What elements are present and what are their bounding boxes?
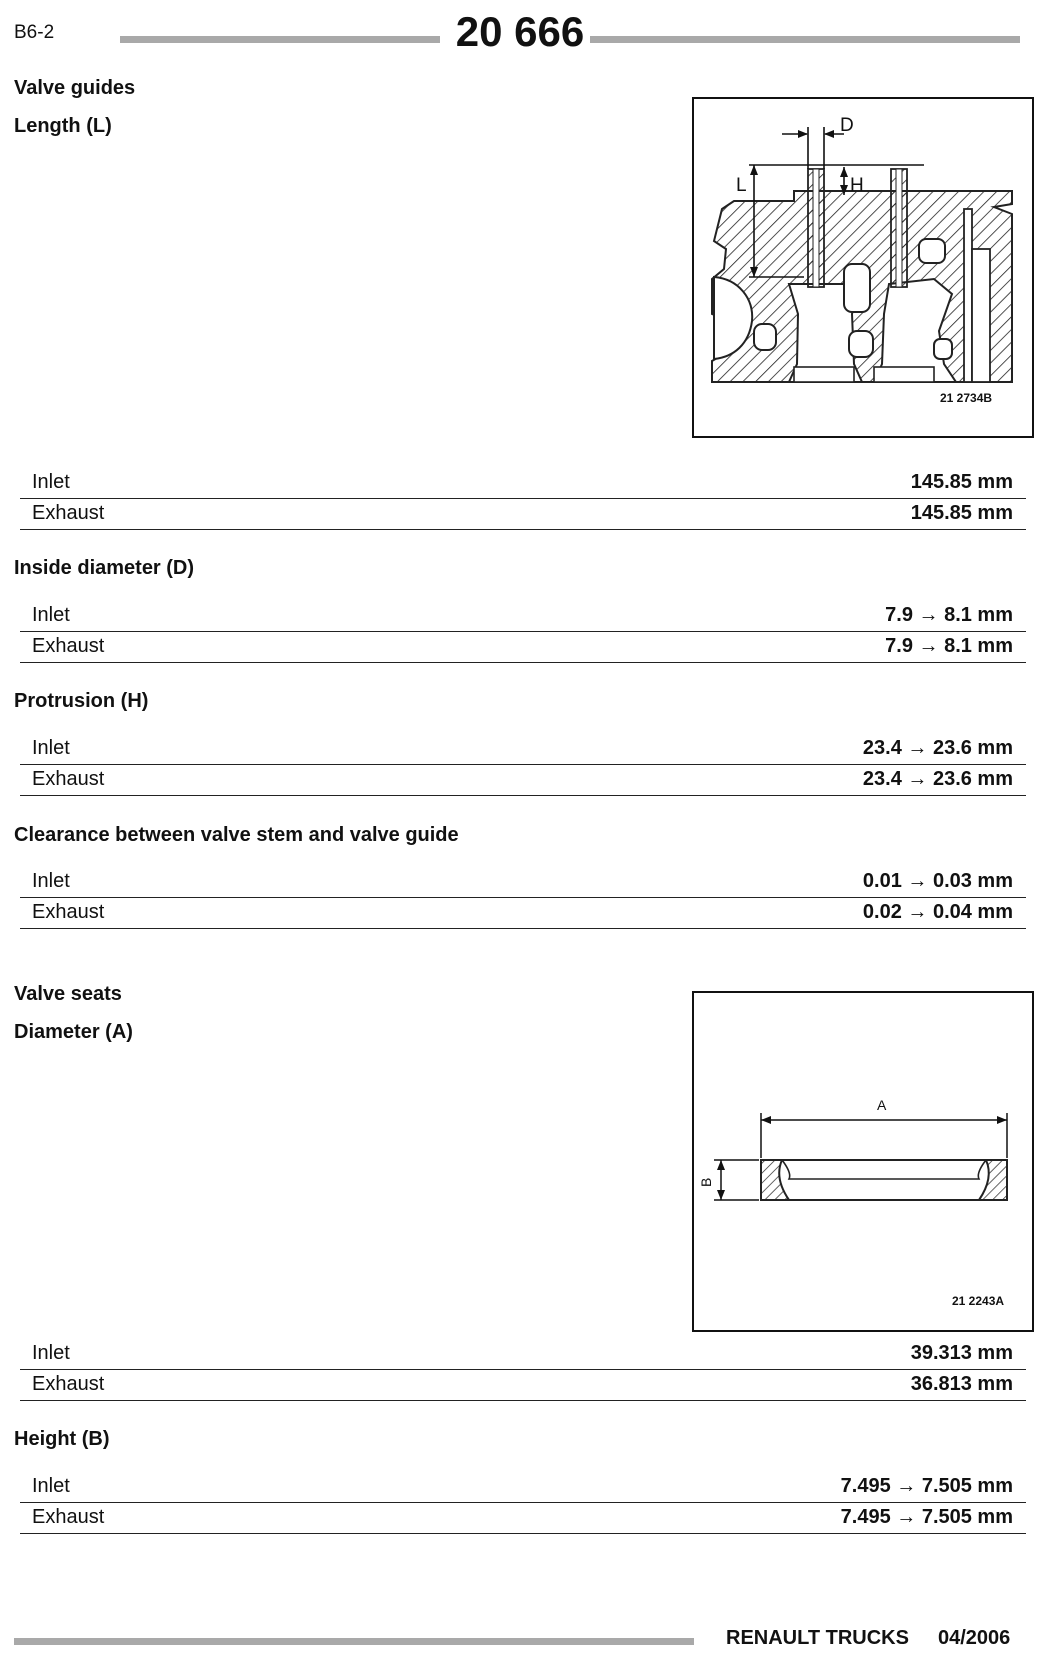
row-value: 145.85 mm	[910, 502, 1013, 524]
table-row	[20, 1369, 1026, 1401]
table-row	[20, 764, 1026, 796]
row-value: 7.9 → 8.1 mm	[885, 604, 1013, 626]
row-label: Inlet	[32, 737, 70, 759]
subsection-title-seat-diameter: Diameter (A)	[14, 1021, 133, 1043]
row-value: 7.9 → 8.1 mm	[885, 635, 1013, 657]
table-row	[20, 897, 1026, 929]
section-title-valve-guides: Valve guides	[14, 77, 136, 99]
table-row	[20, 600, 1026, 632]
table-row	[20, 1502, 1026, 1534]
header-rule-right	[590, 36, 1020, 43]
label-h: H	[850, 175, 864, 196]
footer-brand: RENAULT TRUCKS	[726, 1627, 909, 1649]
seat-ring-section	[761, 1160, 1007, 1200]
table-row	[20, 498, 1026, 530]
row-label: Inlet	[32, 1342, 70, 1364]
row-label: Inlet	[32, 1475, 70, 1497]
footer-rule	[14, 1638, 694, 1645]
section-title-valve-seats: Valve seats	[14, 983, 122, 1005]
subsection-title-clearance: Clearance between valve stem and valve guide	[14, 824, 459, 846]
row-value: 23.4 → 23.6 mm	[862, 737, 1013, 759]
subsection-title-length: Length (L)	[14, 115, 112, 137]
figure-reference: 21 2243A	[952, 1294, 1005, 1308]
table-row	[20, 866, 1026, 898]
label-a: A	[877, 1097, 887, 1113]
row-value: 145.85 mm	[910, 471, 1013, 493]
figure-reference: 21 2734B	[940, 391, 993, 405]
table-row	[20, 733, 1026, 765]
valve-guide-figure	[692, 97, 1034, 438]
row-label: Exhaust	[32, 901, 105, 923]
row-label: Exhaust	[32, 1506, 105, 1528]
label-l: L	[736, 175, 747, 196]
row-label: Inlet	[32, 471, 70, 493]
row-label: Exhaust	[32, 1373, 105, 1395]
row-value: 7.495 → 7.505 mm	[840, 1475, 1013, 1497]
row-value: 7.495 → 7.505 mm	[840, 1506, 1013, 1528]
seat-dimension-lines	[714, 1113, 1007, 1200]
cylinder-head-section	[712, 191, 1012, 382]
row-label: Exhaust	[32, 502, 105, 524]
subsection-title-height: Height (B)	[14, 1428, 110, 1450]
row-value: 23.4 → 23.6 mm	[862, 768, 1013, 790]
label-d: D	[840, 115, 854, 136]
document-number: 20 666	[455, 8, 585, 55]
valve-seat-diagram	[694, 993, 1032, 1330]
row-value: 0.01 → 0.03 mm	[862, 870, 1013, 892]
valve-guide-diagram	[694, 99, 1032, 436]
row-label: Inlet	[32, 604, 70, 626]
row-value: 39.313 mm	[910, 1342, 1013, 1364]
table-row	[20, 467, 1026, 499]
label-b: B	[698, 1177, 714, 1187]
header-rule-left	[120, 36, 440, 43]
page-reference: B6-2	[14, 22, 55, 43]
subsection-title-inside-diameter: Inside diameter (D)	[14, 557, 195, 579]
table-row	[20, 1338, 1026, 1370]
row-value: 36.813 mm	[910, 1373, 1013, 1395]
valve-seat-figure	[692, 991, 1034, 1332]
table-row	[20, 631, 1026, 663]
row-value: 0.02 → 0.04 mm	[862, 901, 1013, 923]
row-label: Exhaust	[32, 768, 105, 790]
row-label: Exhaust	[32, 635, 105, 657]
subsection-title-protrusion: Protrusion (H)	[14, 690, 149, 712]
table-row	[20, 1471, 1026, 1503]
footer-date: 04/2006	[938, 1627, 1011, 1649]
row-label: Inlet	[32, 870, 70, 892]
